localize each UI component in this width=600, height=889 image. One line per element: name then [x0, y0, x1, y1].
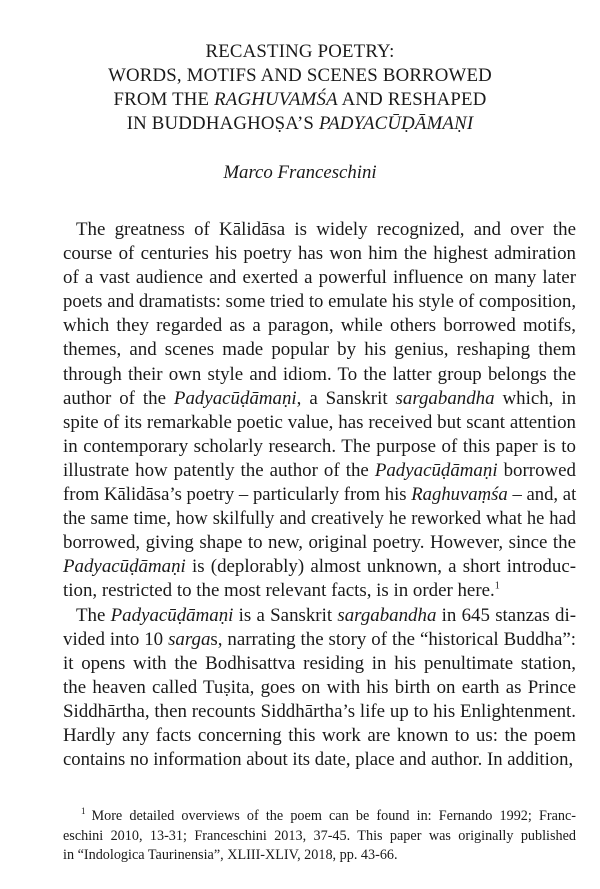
- text-line: Hardly any facts concerning this work are known to us: the poem: [63, 724, 576, 746]
- footnote-line: eschini 2010, 13-31; Franceschini 2013, 37-45. This paper was originally published: [63, 827, 576, 844]
- author-name: Marco Franceschini: [223, 162, 377, 183]
- text-line: author of the Padyacūḍāmaṇi, a Sanskrit sargabandha which, in: [63, 387, 577, 409]
- footnote-line: in “Indologica Taurinensia”, XLIII-XLIV, 2018, pp. 43-66.: [63, 847, 398, 864]
- title-line: RECASTING POETRY:: [205, 41, 395, 62]
- title-line: WORDS, MOTIFS AND SCENES BORROWED: [108, 65, 492, 86]
- text-line: in contemporary scholarly research. The purpose of this paper is to: [63, 435, 576, 457]
- text-line: which they regarded as a paragon, while others borrowed motifs,: [63, 315, 576, 337]
- text-line: The greatness of Kālidāsa is widely recognized, and over the: [76, 219, 576, 240]
- text-line: the same time, how skilfully and creatively he reworked what he had: [63, 509, 576, 530]
- text-line: vided into 10 sargas, narrating the story of the “historical Buddha”:: [63, 628, 576, 650]
- text-line: illustrate how patently the author of the Padyacūḍāmaṇi borrowed: [63, 459, 576, 481]
- text-line: themes, and scenes made popular by his genius, reshaping them: [63, 339, 576, 361]
- text-line: it opens with the Bodhisattva residing in his penultimate station,: [63, 652, 576, 674]
- footnote-marker: 1: [494, 581, 500, 593]
- text-line: poets and dramatists: some tried to emulate his style of composition,: [63, 291, 576, 313]
- text-line: through their own style and idiom. To the latter group belongs the: [63, 363, 576, 385]
- text-line: course of centuries his poetry has won him the highest admiration: [63, 243, 576, 265]
- footnote-number: 1: [81, 806, 86, 817]
- footnote-line: $^1$ More detailed overviews of the poem can be found in: Fernando 1992; Franc-: [81, 806, 576, 824]
- text-line: tion, restricted to the most relevant facts, is in order here.$^1$: [63, 580, 500, 602]
- text-line: of a vast audience and exerted a powerful influence on many later: [63, 267, 576, 289]
- body-text: [63, 218, 576, 772]
- text-line: Siddhārtha, then recounts Siddhārtha’s life up to his Enlightenment.: [63, 700, 576, 722]
- text-line: contains no information about its date, place and author. In addition,: [63, 749, 574, 771]
- title-line: FROM THE RAGHUVAMŚA AND RESHAPED: [113, 89, 487, 110]
- text-line: Padyacūḍāmaṇi is (deplorably) almost unknown, a short introduc-: [63, 556, 576, 578]
- text-line: borrowed, giving shape to new, original poetry. However, since the: [63, 532, 576, 554]
- text-line: the heaven called Tuṣita, goes on with his birth on earth as Prince: [63, 676, 576, 698]
- text-line: spite of its remarkable poetic value, has received but scant attention: [63, 411, 576, 433]
- text-line: The Padyacūḍāmaṇi is a Sanskrit sargabandha in 645 stanzas di-: [76, 604, 577, 626]
- text-line: from Kālidāsa’s poetry – particularly from his Raghuvaṃśa – and, at: [63, 484, 577, 506]
- title-line: IN BUDDHAGHOṢA’S PADYACŪḌĀMAṆI: [126, 113, 474, 134]
- chapter-title: [40, 40, 560, 136]
- footnote: [63, 807, 576, 866]
